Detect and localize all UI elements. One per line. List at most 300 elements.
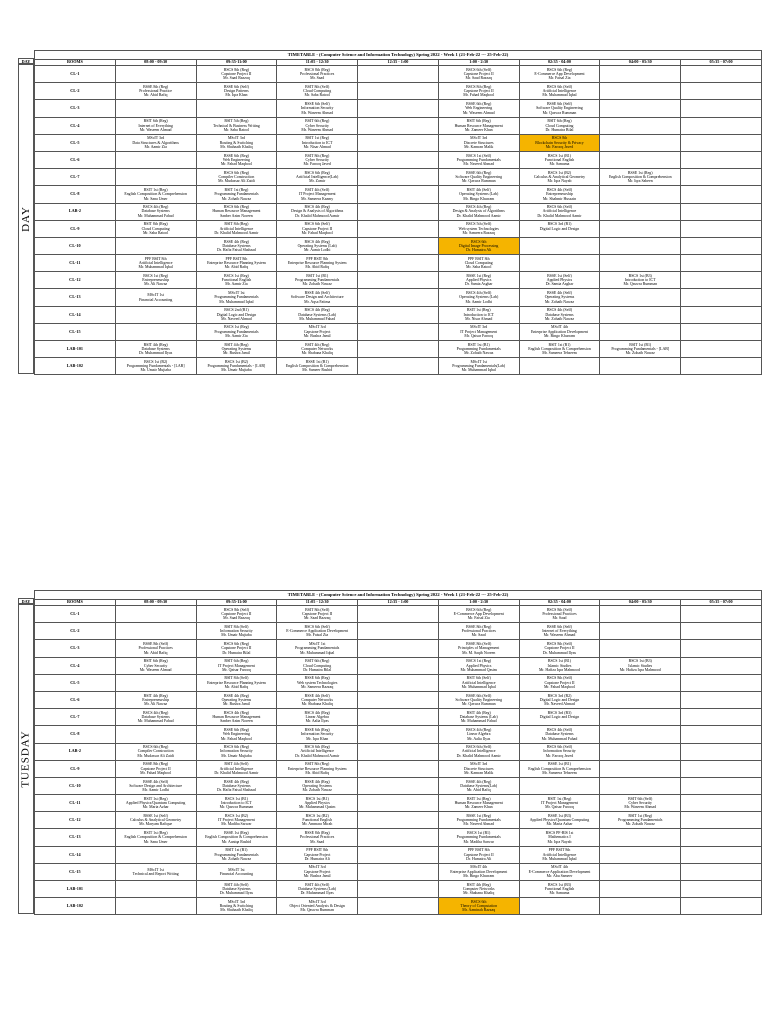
class-cell: MScIT 1st Financial Accounting — [115, 289, 196, 306]
class-cell: BSSE 6th (Self) Information Security Mr. Waseem Ahmad — [277, 100, 358, 117]
class-cell: BSCS 6th (Reg) E-Commerce App Development Mr. Faisal Zia — [519, 66, 600, 83]
room-cell: CL-3 — [35, 100, 116, 117]
table-row — [35, 846, 762, 863]
class-cell: BSCS 1st (B1) Programming Fundamentals Mr. Madiha Sarwar — [438, 829, 519, 846]
class-cell: MScIT 3rd Routing & Switching Mr. Shahzaib Khaliq — [196, 898, 277, 915]
room-cell: CL-5 — [35, 674, 116, 691]
class-cell: BSCS 6th (Reg) Capstone Project II Dr. Humaira Bilal — [196, 640, 277, 657]
class-cell: BSCS 4th (Reg) Linear Algebra Mr. Aalia Ilyas — [438, 726, 519, 743]
table-row — [35, 272, 762, 289]
class-cell — [600, 691, 681, 708]
class-cell: BSIT 8th (Reg) Cloud Computing Mr. Saba Ratool — [115, 220, 196, 237]
class-cell: BSIT 1st (Reg) Programming Fundamentals Mr. Zohaib Nawaz — [196, 186, 277, 203]
room-cell: CL-12 — [35, 272, 116, 289]
class-cell — [681, 203, 762, 220]
class-cell — [600, 203, 681, 220]
room-cell: LAB-2 — [35, 203, 116, 220]
room-cell: LAB-101 — [35, 881, 116, 898]
class-cell — [600, 881, 681, 898]
table-row — [35, 623, 762, 640]
class-cell: BSIT 8th (Self) Information Security Mr. Umair Mujtaba — [196, 623, 277, 640]
time-slot-header: 09:35-11:00 — [196, 600, 277, 606]
class-cell — [358, 760, 439, 777]
class-cell: BSSE 1st (Reg) English Composition & Comprehension Mr. Aaniqa Rashid — [196, 829, 277, 846]
class-cell — [358, 777, 439, 794]
room-cell: CL-10 — [35, 777, 116, 794]
class-cell — [600, 220, 681, 237]
class-cell — [519, 898, 600, 915]
class-cell — [600, 726, 681, 743]
class-cell: BSCS 2nd (B1) Digital Logic and Design Mr. Naveed Ahmad — [196, 306, 277, 323]
class-cell — [600, 743, 681, 760]
class-cell: BSCS 8th (Self) Capstone Project II Mr. Saad Razzaq — [196, 606, 277, 623]
time-slot-header: 12:35 - 1:00 — [358, 60, 439, 66]
class-cell — [358, 863, 439, 880]
class-cell — [115, 66, 196, 83]
class-cell: BSSE 1st (B1) English Composition & Comprehension Mr. Sameer Rashid — [277, 358, 358, 375]
time-slot-header: 04:00 - 05:30 — [600, 600, 681, 606]
class-cell: BSCS 3rd (B1) Digital Logic and Design — [519, 220, 600, 237]
rooms-header: ROOMS — [35, 600, 116, 606]
class-cell: BSIT 1st (B1) Programming Fundamentals Mr. Zohaib Nawaz — [277, 272, 358, 289]
class-cell: MScIT 3rd Data Structures & Algorithms Mr. Aamir Zia — [115, 134, 196, 151]
class-cell — [600, 358, 681, 375]
class-cell — [358, 186, 439, 203]
class-cell: BSCS 1st (B3) Introduction to ICT Mr. Qaswra Rumman — [600, 272, 681, 289]
room-cell: CL-15 — [35, 323, 116, 340]
class-cell — [681, 341, 762, 358]
class-cell: PPF BSIT 8th Artificial Intelligence Mr. Muhammad Iqbal — [519, 846, 600, 863]
class-cell: BSIT 1st (Reg) English Composition & Comprehension Mr. Sana Umer — [115, 186, 196, 203]
time-slot-header: 12:35 - 1:00 — [358, 600, 439, 606]
table-row — [35, 829, 762, 846]
class-cell — [115, 306, 196, 323]
table-row — [35, 691, 762, 708]
class-cell: BSIT 1st (Reg) Human Resource Management Mr. Zameer Khan — [438, 795, 519, 812]
class-cell: BSIT 4th (Reg) Database Systems (Lab) Mr. Muhammad Fahad — [438, 709, 519, 726]
class-cell — [519, 255, 600, 272]
class-cell: MScIT 1st Financial Accounting — [196, 863, 277, 880]
room-cell: LAB-102 — [35, 358, 116, 375]
class-cell: BSCS 8th (Self) Capstone Project II Mr. Fahad Maqbool — [519, 674, 600, 691]
table-row — [35, 306, 762, 323]
room-cell: CL-6 — [35, 151, 116, 168]
class-cell: BSIT 6th (Reg) Cloud Computing Dr. Humaira Bilal — [519, 117, 600, 134]
table-row — [35, 220, 762, 237]
class-cell: BSCS 6th Theory of Computation Mr. Aaminah Razzaq — [438, 898, 519, 915]
class-cell: BSCS 4th (Reg) Linear Algebra Mr. Aalia Ilyas — [277, 709, 358, 726]
class-cell: BSSE 1st (Reg) English Composition & Comprehension Mr. Iqra Sabeen — [600, 169, 681, 186]
class-cell — [600, 83, 681, 100]
class-cell: BSCS 6th (Reg) E-Commerce App Development Mr. Faisal Zia — [438, 606, 519, 623]
class-cell: BSIT 1st (B1) English Composition & Comprehension Mr. Sameera Tehseem — [519, 341, 600, 358]
class-cell: BSSE 1st (Self) Applied Physics Dr. Samia Asghar — [519, 272, 600, 289]
class-cell — [358, 795, 439, 812]
class-cell: MScIT 3rd Routing & Switching Mr. Shahzaib Khaliq — [196, 134, 277, 151]
table-row — [35, 83, 762, 100]
table-row — [35, 777, 762, 794]
room-cell: CL-3 — [35, 640, 116, 657]
class-cell: MScIT 3rd Capstone Project Mr. Bushra Jamil — [277, 863, 358, 880]
table-row — [35, 151, 762, 168]
class-cell: BSIT 1st (B1) Programming Fundamentals Mr. Zohaib Nawaz — [196, 846, 277, 863]
class-cell — [358, 255, 439, 272]
class-cell — [600, 306, 681, 323]
time-slot-header: 11:05 - 12:30 — [277, 60, 358, 66]
time-slot-header: 11:05 - 12:30 — [277, 600, 358, 606]
class-cell — [681, 674, 762, 691]
class-cell: BSSE 6th (Reg) Web Engineering Mr. Fahad Maqbool — [196, 726, 277, 743]
class-cell — [681, 220, 762, 237]
class-cell: BSIT 8th (Reg) Cyber Security Mr. Farooq Javed — [277, 151, 358, 168]
class-cell: BSCS 4th (Reg) Database Systems Mr. Muhammad Fahad — [115, 709, 196, 726]
class-cell — [681, 709, 762, 726]
class-cell: BSCS 8th (Reg) Capstone Project II Mr. Saad Razzaq — [196, 66, 277, 83]
class-cell: MScIT 4th E-Commerce Application Development Mr. Abu Sameer — [519, 863, 600, 880]
class-cell: BSIT 1st (B1) Programming Fundamentals Mr. Zohaib Nawaz — [438, 341, 519, 358]
class-cell — [115, 623, 196, 640]
class-cell: BSCS 3rd (B3) Digital Logic and Design — [519, 709, 600, 726]
class-cell — [681, 691, 762, 708]
class-cell: MScIT 4th Enterprise Application Development Mr. Bingo Khurram — [519, 323, 600, 340]
class-cell — [358, 709, 439, 726]
class-cell — [115, 237, 196, 254]
class-cell: BSIT 8th (Self) Capstone Project II Mr. Saad Razzaq — [277, 606, 358, 623]
class-cell: BSSE 6th (Self) Software Quality Engineering Mr. Qaswra Rumman — [519, 100, 600, 117]
room-cell: CL-4 — [35, 657, 116, 674]
class-cell — [600, 623, 681, 640]
timetable-title: TIMETABLE - (Computer Science and Information Technology) Spring 2022 - Week 1 (21-Feb-22 --- 25-Feb-22) — [35, 591, 762, 600]
day-label-column — [18, 64, 34, 374]
class-cell — [681, 760, 762, 777]
class-cell: BSCS 1st (B2) Calculus & Analytical Geometry Mr. Iqra Nayab — [519, 169, 600, 186]
class-cell: BSCS 3rd (B2) Digital Logic and Design Mr. Naveed Ahmad — [519, 691, 600, 708]
class-cell: BSCS 6th (Reg) Compiler Construction Mr. Mudassar Ali Zaidi — [196, 169, 277, 186]
class-cell — [681, 777, 762, 794]
class-cell — [358, 117, 439, 134]
room-cell: CL-11 — [35, 795, 116, 812]
class-cell — [681, 812, 762, 829]
class-cell: BSSE 4th (Self) Software Design and Architecture Mr. Aamir Lodhi — [115, 777, 196, 794]
room-cell: CL-4 — [35, 117, 116, 134]
room-cell: CL-8 — [35, 726, 116, 743]
class-cell — [358, 846, 439, 863]
class-cell — [681, 100, 762, 117]
class-cell — [358, 606, 439, 623]
class-cell — [115, 674, 196, 691]
class-cell: BSCS 4th (Self) Entrepreneurship Mr. Shahmir Hussain — [519, 186, 600, 203]
class-cell: BSCS 4th (Self) Database Systems Mr. Zohaib Nawaz — [519, 306, 600, 323]
class-cell — [681, 358, 762, 375]
class-cell: PPF BSIT 8th Enterprise Resource Planning System Mr. Abid Rafiq — [277, 255, 358, 272]
class-cell: BSSE 8th (Self) Principles of Management Mr. M. Saqib Noreen — [438, 640, 519, 657]
room-cell: CL-12 — [35, 812, 116, 829]
class-cell: BSSE 6th (Reg) Information Security Mr. Iqra Khan — [277, 726, 358, 743]
room-cell: CL-10 — [35, 237, 116, 254]
class-cell: BSCS 5th (Self) Web system Technologies Mr. Sameera Razzaq — [438, 220, 519, 237]
room-cell: CL-1 — [35, 606, 116, 623]
class-cell: BSIT 4th (Self) Operating Systems (Lab) Mr. Bingo Khurram — [438, 186, 519, 203]
class-cell: BSIT 1st (Reg) Introduction to ICT Mr. Nisar Ahmad — [277, 134, 358, 151]
class-cell: BSCS 6th (Reg) Artificial Intelligence Dr. Khalid Mahmood Aamir — [277, 743, 358, 760]
class-cell — [115, 898, 196, 915]
table-row — [35, 812, 762, 829]
class-cell: BSIT 1st (Reg) English Composition & Comprehension Mr. Sana Umer — [115, 829, 196, 846]
class-cell: BSIT 6th (Reg) Cloud Computing Dr. Humaira Bilal — [277, 657, 358, 674]
room-cell: CL-14 — [35, 846, 116, 863]
class-cell — [358, 272, 439, 289]
class-cell — [358, 306, 439, 323]
class-cell — [600, 674, 681, 691]
class-cell — [358, 203, 439, 220]
table-row — [35, 255, 762, 272]
room-cell: CL-13 — [35, 829, 116, 846]
class-cell: BSCS 1st (Reg) Applied Physics Mr. Muhammad Qasim — [438, 657, 519, 674]
class-cell — [681, 289, 762, 306]
table-row — [35, 795, 762, 812]
class-cell — [600, 323, 681, 340]
class-cell — [600, 186, 681, 203]
room-cell: CL-14 — [35, 306, 116, 323]
table-row — [35, 881, 762, 898]
room-cell: CL-13 — [35, 289, 116, 306]
class-cell — [358, 623, 439, 640]
class-cell: BSIT 4th (Reg) Computer Networks Mr. Shabana Khaliq — [277, 341, 358, 358]
class-cell: BSSE 8th (Reg) Professional Practices Mr. Saad — [438, 623, 519, 640]
class-cell: BSIT 6th (Self) Artificial Intelligence Mr. Muhammad Iqbal — [438, 674, 519, 691]
class-cell: BSIT 4th (Reg) Entrepreneurship Mr. Ali Nawaz — [115, 691, 196, 708]
class-cell: BSSE 8th (Reg) Professional Practices Mr. Saad — [277, 829, 358, 846]
class-cell: MScIT 1st Programming Fundamentals Mr. Muhammad Iqbal — [277, 640, 358, 657]
class-cell: BSCS PF-BIS 1st Mathematics I Mr. Iqra Nayab — [519, 829, 600, 846]
class-cell — [681, 169, 762, 186]
time-slot-header: 02:35 - 04:00 — [519, 600, 600, 606]
class-cell: PPF BSIT 8th Capstone Project Dr. Humaira Ali — [277, 846, 358, 863]
class-cell — [681, 623, 762, 640]
class-cell: BSCS 1st (B2) IT Project Management Mr. Madiha Sarwar — [196, 812, 277, 829]
time-slot-header: 09:35-11:00 — [196, 60, 277, 66]
class-cell — [358, 640, 439, 657]
room-cell: LAB-101 — [35, 341, 116, 358]
timetable-1 — [34, 50, 762, 375]
class-cell: BSIT 6th (Reg) Internet of Everything Mr. Waseem Ahmad — [115, 117, 196, 134]
class-cell: BSSE 4th (Self) Software Design and Architecture Mr. Aqsa Fatima — [277, 289, 358, 306]
class-cell: BSSE 6th (Reg) Web Engineering Mr. Fahad Maqbool — [196, 151, 277, 168]
class-cell: MScIT 3rd IT Project Management Mr. Qaisar Farooq — [438, 323, 519, 340]
table-row — [35, 709, 762, 726]
table-row — [35, 760, 762, 777]
class-cell — [600, 777, 681, 794]
class-cell — [681, 846, 762, 863]
room-cell: CL-9 — [35, 760, 116, 777]
time-slot-header: 08:00 - 09:30 — [115, 600, 196, 606]
room-cell: LAB-2 — [35, 743, 116, 760]
class-cell: BSCS 4th (Reg) Database Systems (Lab) Mr. Muhammad Fahad — [277, 306, 358, 323]
time-slot-header: 05:35 - 07:00 — [681, 60, 762, 66]
class-cell: BSCS 6th Digital Image Processing Dr. Humaira Ali — [438, 237, 519, 254]
class-cell: BSIT 8th (Self) Enterprise Resource Planning System Mr. Abid Rafiq — [196, 674, 277, 691]
class-cell — [358, 812, 439, 829]
class-cell: BSCS 1st (B1) Functional English Mr. Samama — [519, 151, 600, 168]
class-cell — [681, 306, 762, 323]
class-cell — [681, 237, 762, 254]
class-cell: BSCS 6th (Self) Artificial Intelligence Dr. Khalid Mahmood Aamir — [519, 203, 600, 220]
class-cell: BSCS 8th (Self) Professional Practices Mr. Saad — [519, 606, 600, 623]
class-cell — [681, 657, 762, 674]
class-cell: BSSE 4th (Reg) Database Systems(Lab) Mr. Abid Rafiq — [438, 777, 519, 794]
class-cell — [600, 255, 681, 272]
table-row — [35, 100, 762, 117]
time-slot-header: 08:00 - 09:30 — [115, 60, 196, 66]
table-row — [35, 726, 762, 743]
class-cell: BSSE 6th (Reg) Web Engineering Mr. Waseem Ahmad — [438, 100, 519, 117]
day-label: TUESDAY — [20, 730, 33, 788]
class-cell — [600, 134, 681, 151]
timetable-title: TIMETABLE - (Computer Science and Information Technology) Spring 2022 - Week 1 (21-Feb-22 --- 25-Feb-22) — [35, 51, 762, 60]
class-cell: BSIT 4th (Reg) Computer Networks Mr. Shabana Khaliq — [438, 881, 519, 898]
class-cell: PPF BSIT 8th Capstone Project II Dr. Humaira Ali — [438, 846, 519, 863]
class-cell — [681, 743, 762, 760]
class-cell — [358, 323, 439, 340]
class-cell — [600, 100, 681, 117]
class-cell — [681, 255, 762, 272]
time-slot-header: 1:00 - 2:30 — [438, 60, 519, 66]
class-cell — [358, 83, 439, 100]
class-cell: MScIT 4th Enterprise Application Development Mr. Bingo Khurram — [438, 863, 519, 880]
class-cell: BSCS 6th (Reg) Compiler Construction Mr. Mudassar Ali Zaidi — [115, 743, 196, 760]
time-slot-header: 1:00 - 2:30 — [438, 600, 519, 606]
class-cell — [600, 237, 681, 254]
class-cell — [681, 117, 762, 134]
class-cell: PPF BSIT 8th Enterprise Resource Planning System Mr. Abid Rafiq — [196, 255, 277, 272]
class-cell: BSSE 4th (Reg) Database Systems Dr. Hafiz Faisal Shahzad — [196, 777, 277, 794]
room-cell: CL-11 — [35, 255, 116, 272]
class-cell — [600, 606, 681, 623]
class-cell: BSCS 8th (Reg) Capstone Project II Mr. Fahad Maqbool — [438, 83, 519, 100]
class-cell: BSIT 1st (B1) Programming Fundamentals - [LAB] Mr. Zohaib Nawaz — [600, 341, 681, 358]
table-row — [35, 358, 762, 375]
table-row — [35, 169, 762, 186]
table-row — [35, 341, 762, 358]
class-cell: BSCS 1st (B3) Islamic Studies Mr. Hafiza Iqra Mahmood — [600, 657, 681, 674]
class-cell: BSIT 6th (Reg) Cyber Security Mr. Waseem Ahmad — [277, 117, 358, 134]
class-cell — [358, 134, 439, 151]
class-cell: BSCS 6th (Reg) Artificial Intelligence(Lab) Mr. Zamir — [277, 169, 358, 186]
class-cell: BSCS 1st (B2) Programming Fundamentals - [LAB] Mr. Umair Mujtaba — [196, 358, 277, 375]
class-cell — [600, 863, 681, 880]
class-cell: BSIT 5th (Reg) Technical & Business Writing Mr. Saba Ratool — [196, 117, 277, 134]
class-cell — [358, 100, 439, 117]
class-cell: BSCS 6th (Self) Information Security Mr. Farooq Javed — [519, 743, 600, 760]
class-cell: BSSE 6th (Reg) Software Quality Engineering Mr. Qaswra Rumman — [438, 169, 519, 186]
class-cell: BSSE 1st (B3) Applied Physics/Quantum Computing Mr. Maria Azhar — [519, 812, 600, 829]
class-cell — [519, 358, 600, 375]
class-cell: BSIT 6th (Reg) Cyber Security Mr. Waseem Ahmad — [115, 657, 196, 674]
class-cell: BSIT 1st (Reg) IT Project Management Mr. Qaisar Farooq — [519, 795, 600, 812]
class-cell: BSCS 6th (Reg) Information Security Mr. Umair Mujtaba — [196, 743, 277, 760]
class-cell: BSSE 4th (Reg) Database Systems Dr. Hafiz Faisal Shahzad — [196, 237, 277, 254]
table-row — [35, 863, 762, 880]
class-cell: BSSE 8th (Reg) Capstone Project II Mr. Fahad Maqbool — [115, 760, 196, 777]
table-row — [35, 237, 762, 254]
class-cell — [681, 640, 762, 657]
room-cell: CL-8 — [35, 186, 116, 203]
table-row — [35, 674, 762, 691]
class-cell — [358, 66, 439, 83]
table-row — [35, 186, 762, 203]
class-cell: BSSE 6th (Reg) Web system Technologies Mr. Sameera Razzaq — [277, 674, 358, 691]
class-cell — [358, 829, 439, 846]
table-row — [35, 134, 762, 151]
class-cell: BSCS 1st (B1) Applied Physics Mr. Muhammad Qasim — [277, 795, 358, 812]
class-cell: BSCS 6th (Self) E-Commerce Application Development Mr. Faisal Zia — [277, 623, 358, 640]
class-cell: BSCS 6th (Reg) Human Resource Management Sanber Azim Noreen — [196, 203, 277, 220]
class-cell — [115, 169, 196, 186]
class-cell: BSSE 6th (Self) Internet of Everything Mr. Waseem Ahmad — [519, 623, 600, 640]
class-cell: BSSE 1st (Reg) Applied Physics Dr. Samia Asghar — [438, 272, 519, 289]
room-cell: CL-6 — [35, 691, 116, 708]
class-cell — [600, 898, 681, 915]
class-cell — [600, 66, 681, 83]
class-cell: BSCS 6th (Self) Capstone Project II Mr. Saad Razzaq — [438, 66, 519, 83]
class-cell: BSIT 8th (Self) Cloud Computing Mr. Saba Ratool — [277, 83, 358, 100]
class-cell: BSCS 1st (B1) Introduction to ICT Mr. Qaswra Rumman — [196, 795, 277, 812]
class-cell — [519, 237, 600, 254]
class-cell: BSCS 4th (Self) Operating Systems (Lab) Mr. Aamir Lodhi — [438, 289, 519, 306]
class-cell: BSIT 1st (Reg) Applied Physics/Quantum Computing Mr. Maria Azhar — [115, 795, 196, 812]
class-cell: MScIT 3rd Discrete Structures Mr. Kamran Malik — [438, 134, 519, 151]
class-cell: BSIT 4th (Self) Database Systems (Lab) Dr. Muhammad Ilyas — [277, 881, 358, 898]
class-cell: BSIT 4th (Reg) Database Systems Dr. Muhammad Ilyas — [115, 341, 196, 358]
class-cell — [358, 691, 439, 708]
class-cell: BSCS 1st (B2) Functional English Mr. Ammara Mirah — [277, 812, 358, 829]
table-row — [35, 606, 762, 623]
class-cell — [358, 743, 439, 760]
room-cell: CL-5 — [35, 134, 116, 151]
class-cell — [358, 674, 439, 691]
table-row — [35, 323, 762, 340]
room-cell: CL-2 — [35, 623, 116, 640]
class-cell — [358, 151, 439, 168]
day-header: DAY — [18, 598, 34, 604]
class-cell — [600, 117, 681, 134]
class-cell — [196, 100, 277, 117]
class-cell: BSCS 1st (B1) Islamic Studies Mr. Hafiza Iqra Mahmood — [519, 657, 600, 674]
class-cell — [681, 863, 762, 880]
class-cell: BSIT 4th (Self) Artificial Intelligence Dr. Khalid Mahmood Aamir — [196, 760, 277, 777]
room-cell: CL-7 — [35, 709, 116, 726]
class-cell — [600, 289, 681, 306]
time-slot-header: 02:35 - 04:00 — [519, 60, 600, 66]
class-cell: BSCS 1st (Reg) Entrepreneurship Mr. Ali Nawaz — [115, 272, 196, 289]
time-slot-header: 05:35 - 07:00 — [681, 600, 762, 606]
class-cell: BSCS 6th (Self) Capstone Project II Mr. Fahad Maqbool — [277, 220, 358, 237]
class-cell: BSCS 8th Blockchain Security & Privacy Mr. Farooq Javed — [519, 134, 600, 151]
class-cell: MScIT 3rd Object Oriented Analysis & Design Mr. Qaswra Rumman — [277, 898, 358, 915]
class-cell — [681, 151, 762, 168]
class-cell: BSIT 6th (Reg) Human Resource Management Mr. Zameer Khan — [438, 117, 519, 134]
class-cell — [115, 606, 196, 623]
class-cell — [600, 846, 681, 863]
class-cell: BSSE 8th (Reg) Professional Practice Mr. Abid Rafiq — [115, 83, 196, 100]
class-cell — [358, 220, 439, 237]
class-cell: BSIT 6th (Self) Cyber Security Mr. Waseem Ahmad — [600, 795, 681, 812]
table-row — [35, 640, 762, 657]
class-cell: BSSE 1st (Self) Calculus & Analytical Geometry Mr. Maryam Rafique — [115, 812, 196, 829]
class-cell — [681, 272, 762, 289]
day-label: DAY — [20, 205, 33, 232]
class-cell: BSSE 6th (Self) Design Patterns Mr. Iqra Khan — [196, 83, 277, 100]
